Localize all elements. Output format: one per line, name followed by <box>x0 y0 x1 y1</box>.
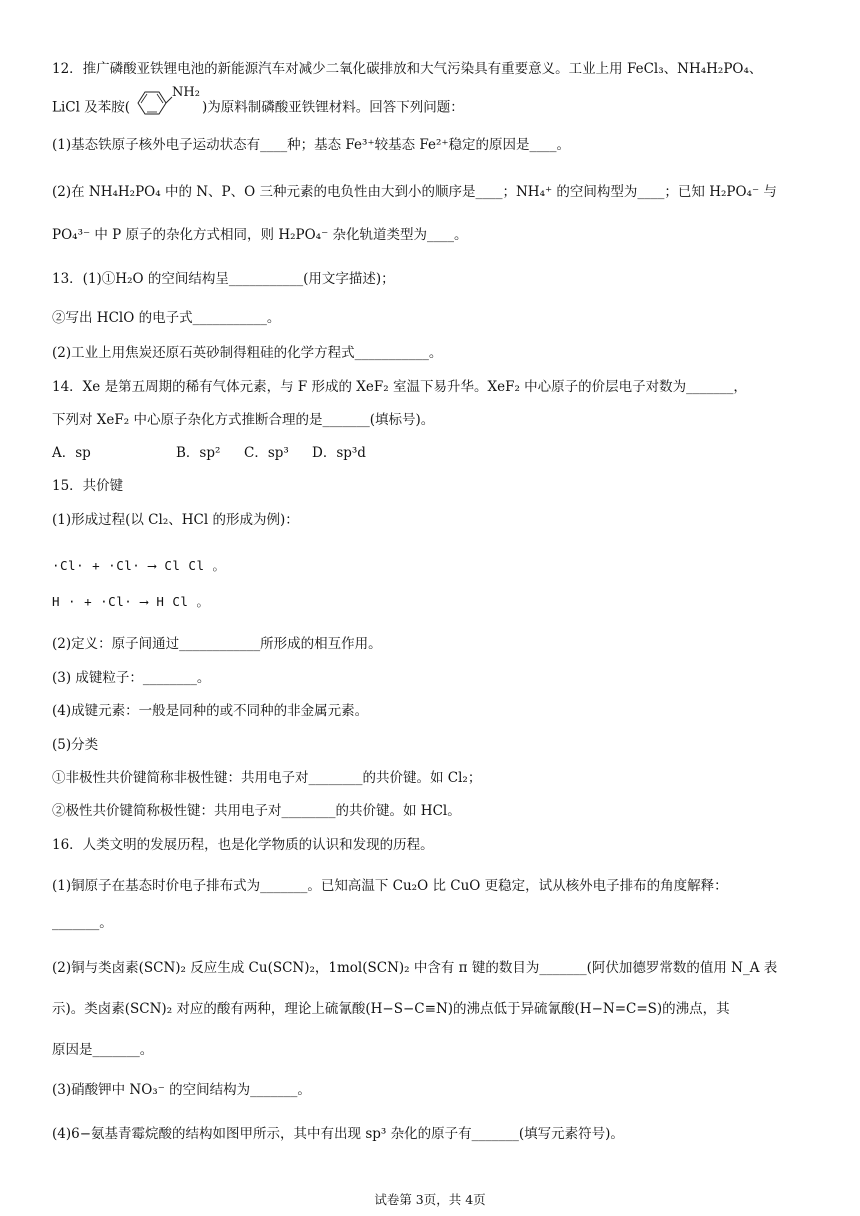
q16-sub1-b: _______。 <box>52 915 113 931</box>
q16-sub3: (3)硝酸钾中 NO₃⁻ 的空间结构为_______。 <box>52 1082 311 1098</box>
q15-sub3: (3) 成键粒子：________。 <box>52 670 211 686</box>
q14-option-a: A．sp <box>52 445 91 461</box>
q14-option-c: C．sp³ <box>244 445 289 461</box>
q13-line3: (2)工业上用焦炭还原石英砂制得粗硅的化学方程式___________。 <box>52 345 443 361</box>
lewis-cl2-formation: ·Cl· + ·Cl· ⟶ Cl Cl 。 <box>52 558 226 573</box>
q16-sub4: (4)6−氨基青霉烷酸的结构如图甲所示，其中有出现 sp³ 杂化的原子有_______(填写元素符号)。 <box>52 1126 624 1142</box>
benzene-ring-structure <box>130 85 202 123</box>
q16-sub2-a: (2)铜与类卤素(SCN)₂ 反应生成 Cu(SCN)₂，1mol(SCN)₂ 中含有 π 键的数目为_______(阿伏加德罗常数的值用 N_A 表 <box>52 960 778 976</box>
q16-sub1-a: (1)铜原子在基态时价电子排布式为_______。已知高温下 Cu₂O 比 CuO 更稳定，试从核外电子排布的角度解释： <box>52 878 728 894</box>
q15-title: 15．共价键 <box>52 478 124 494</box>
q16-sub2-b: 示)。类卤素(SCN)₂ 对应的酸有两种，理论上硫氰酸(H−S−C≡N)的沸点低于异硫氰酸(H−N=C=S)的沸点，其 <box>52 1001 730 1017</box>
q16-sub2-c: 原因是_______。 <box>52 1042 154 1058</box>
q15-sub4: (4)成键元素：一般是同种的或不同种的非金属元素。 <box>52 703 369 719</box>
page-footer: 试卷第 3页，共 4页 <box>374 1192 486 1207</box>
q14-options <box>52 443 366 463</box>
q12-line2-b: )为原料制磷酸亚铁锂材料。回答下列问题： <box>202 99 464 116</box>
q16-title: 16．人类文明的发展历程，也是化学物质的认识和发现的历程。 <box>52 837 434 853</box>
q12-line2-a: LiCl 及苯胺( <box>52 99 130 116</box>
q15-class1: ①非极性共价键简称非极性键：共用电子对________的共价键。如 Cl₂； <box>52 770 482 786</box>
q14-line1: 14．Xe 是第五周期的稀有气体元素，与 F 形成的 XeF₂ 室温下易升华。XeF₂ 中心原子的价层电子对数为_______， <box>52 379 747 395</box>
q12-line2 <box>52 85 464 125</box>
lewis-hcl-formation: H · + ·Cl· ⟶ H Cl 。 <box>52 594 210 609</box>
q15-class2: ②极性共价键简称极性键：共用电子对________的共价键。如 HCl。 <box>52 803 461 819</box>
q15-sub5: (5)分类 <box>52 737 99 753</box>
q14-option-b: B．sp² <box>176 445 221 461</box>
q15-sub1: (1)形成过程(以 Cl₂、HCl 的形成为例)： <box>52 512 299 528</box>
q12-sub1: (1)基态铁原子核外电子运动状态有____种；基态 Fe³⁺较基态 Fe²⁺稳定的原因是____。 <box>52 137 571 153</box>
q14-line2: 下列对 XeF₂ 中心原子杂化方式推断合理的是_______(填标号)。 <box>52 412 435 428</box>
nh2-label: NH₂ <box>172 85 200 100</box>
q15-sub2: (2)定义：原子间通过____________所形成的相互作用。 <box>52 636 382 652</box>
q12-line1: 12．推广磷酸亚铁锂电池的新能源汽车对减少二氧化碳排放和大气污染具有重要意义。工业上用 FeCl₃、NH₄H₂PO₄、 <box>52 61 763 77</box>
q14-option-d: D．sp³d <box>312 445 366 461</box>
q13-line2: ②写出 HClO 的电子式___________。 <box>52 310 281 326</box>
q13-line1: 13．(1)①H₂O 的空间结构呈___________(用文字描述)； <box>52 271 395 287</box>
q12-sub2-b: PO₄³⁻ 中 P 原子的杂化方式相同，则 H₂PO₄⁻ 杂化轨道类型为____。 <box>52 227 468 243</box>
q12-sub2-a: (2)在 NH₄H₂PO₄ 中的 N、P、O 三种元素的电负性由大到小的顺序是____；NH₄⁺ 的空间构型为____；已知 H₂PO₄⁻ 与 <box>52 184 777 200</box>
